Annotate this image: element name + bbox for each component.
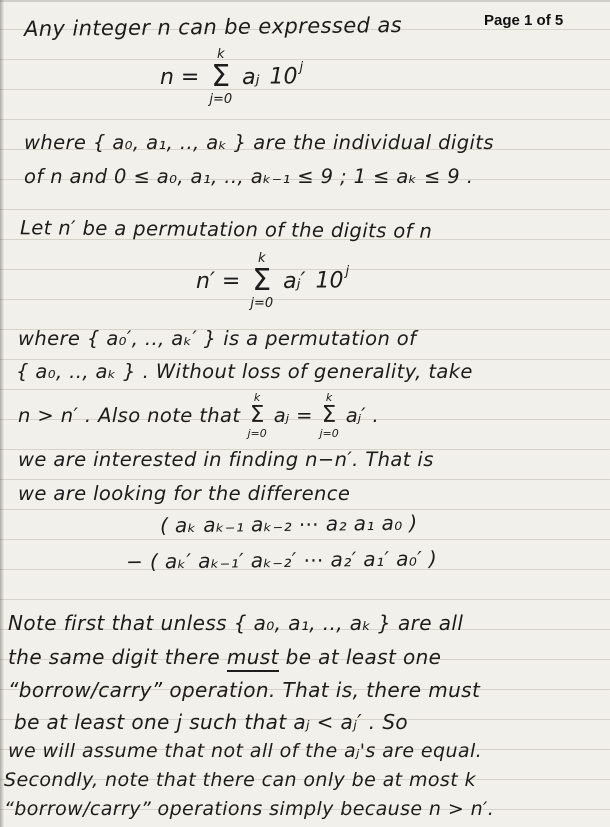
borrow-note-line-5: we will assume that not all of the aⱼ's are equal. bbox=[8, 740, 483, 762]
permutation-line-1: where { a₀′, .., aₖ′ } is a permutation of bbox=[18, 327, 417, 350]
difference-minuend: ( aₖ aₖ₋₁ aₖ₋₂ ⋯ a₂ a₁ a₀ ) bbox=[159, 510, 418, 538]
formula-n-lhs: n = bbox=[160, 64, 200, 90]
summation-symbol bbox=[319, 392, 338, 439]
borrow-note-line-4: be at least one j such that aⱼ < aⱼ′ . So bbox=[14, 710, 409, 734]
note-line-2-post: be at least one bbox=[278, 645, 442, 669]
power-exponent: j bbox=[345, 264, 350, 280]
sum-lower-limit: j=0 bbox=[250, 296, 274, 311]
summation-symbol bbox=[209, 48, 232, 106]
formula-n bbox=[160, 47, 304, 107]
borrow-note-line-6: Secondly, note that there can only be at most k bbox=[4, 769, 476, 791]
formula-n-term: aⱼ bbox=[242, 64, 260, 90]
digits-definition-line-2: of n and 0 ≤ a₀, a₁, .., aₖ₋₁ ≤ 9 ; 1 ≤ aₖ ≤ 9 . bbox=[24, 165, 474, 188]
sum-lower-limit: j=0 bbox=[319, 427, 339, 440]
formula-nprime-power bbox=[315, 264, 350, 294]
power-base: 10 bbox=[315, 268, 344, 294]
formula-n-power bbox=[269, 60, 304, 90]
must-underlined: must bbox=[227, 645, 279, 672]
interest-line-2: we are looking for the difference bbox=[18, 482, 351, 505]
borrow-note-line-1: Note first that unless { a₀, a₁, .., aₖ } are all bbox=[8, 611, 464, 635]
sigma-icon: Σ bbox=[211, 59, 231, 94]
digit-sum-equality-line bbox=[18, 392, 379, 439]
intro-line: Any integer n can be expressed as bbox=[23, 13, 403, 41]
sigma-icon: Σ bbox=[321, 402, 337, 428]
note-line-2-pre: the same digit there bbox=[8, 645, 227, 669]
power-base: 10 bbox=[269, 64, 298, 90]
equals-sign: = bbox=[296, 404, 313, 427]
sigma-icon: Σ bbox=[249, 402, 265, 428]
sum-a-term: aⱼ bbox=[273, 404, 290, 427]
digits-definition-line-1: where { a₀, a₁, .., aₖ } are the individual digits bbox=[24, 131, 494, 154]
sum-upper-limit: k bbox=[325, 391, 333, 404]
equality-line-text: n > n′ . Also note that bbox=[18, 403, 241, 427]
sum-lower-limit: j=0 bbox=[247, 427, 267, 440]
sum-lower-limit: j=0 bbox=[209, 92, 233, 107]
sum-upper-limit: k bbox=[217, 47, 225, 62]
scan-edge-left bbox=[0, 0, 4, 827]
period: . bbox=[372, 404, 379, 427]
difference-subtrahend: − ( aₖ′ aₖ₋₁′ aₖ₋₂′ ⋯ a₂′ a₁′ a₀′ ) bbox=[125, 546, 438, 574]
summation-symbol bbox=[250, 252, 273, 310]
formula-nprime-term: aⱼ′ bbox=[283, 268, 306, 294]
formula-n-prime bbox=[196, 251, 350, 311]
summation-symbol bbox=[247, 392, 266, 439]
sum-b-term: aⱼ′ bbox=[345, 404, 366, 427]
formula-nprime-lhs: n′ = bbox=[196, 268, 241, 294]
power-exponent: j bbox=[299, 60, 304, 76]
borrow-note-line-3: “borrow/carry” operation. That is, there must bbox=[8, 678, 481, 702]
sigma-icon: Σ bbox=[252, 263, 272, 298]
borrow-note-line-7: “borrow/carry” operations simply because n > n′. bbox=[4, 798, 495, 820]
interest-line-1: we are interested in finding n−n′. That is bbox=[18, 448, 434, 471]
scan-edge-top bbox=[0, 0, 610, 2]
borrow-note-line-2 bbox=[8, 646, 441, 668]
sum-upper-limit: k bbox=[258, 251, 266, 266]
permutation-line-2: { a₀, .., aₖ } . Without loss of generality, take bbox=[16, 360, 473, 383]
sum-upper-limit: k bbox=[253, 391, 261, 404]
page-number-label: Page 1 of 5 bbox=[484, 12, 564, 29]
permutation-intro-line: Let n′ be a permutation of the digits of n bbox=[19, 216, 433, 243]
